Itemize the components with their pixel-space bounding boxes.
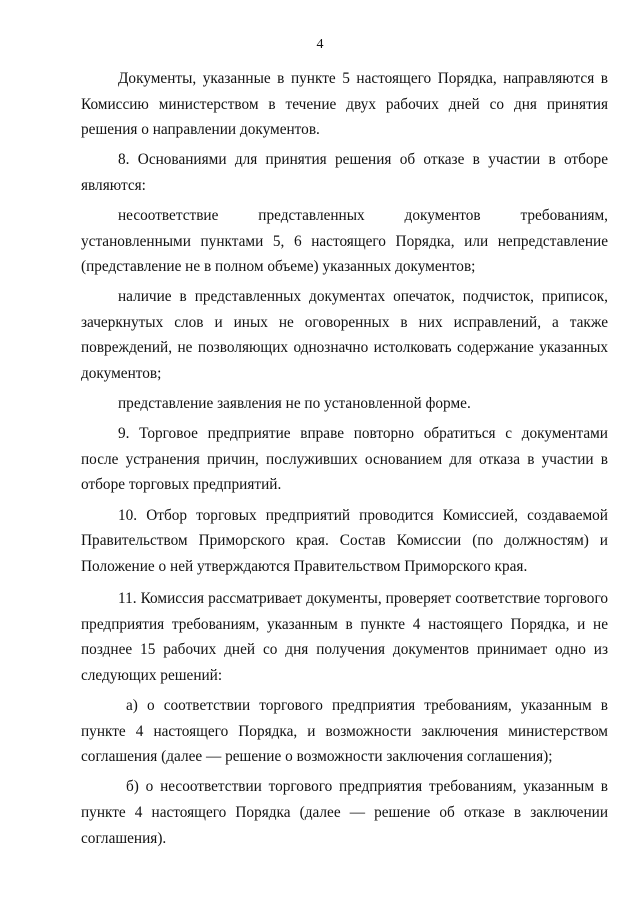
- document-body: [81, 66, 608, 851]
- paragraph-documents-sent: Документы, указанные в пункте 5 настоящего Порядка, направляются в Комиссию министерством в течение двух рабочих дней со дня принятия решения о направлении документов.: [81, 70, 608, 139]
- paragraph-9-reapply: 9. Торговое предприятие вправе повторно обратиться с документами после устранения причин, послуживших основанием для отказа в участии в отборе торговых предприятий.: [81, 425, 608, 494]
- decision-b-noncompliance: б) о несоответствии торгового предприятия требованиям, указанным в пункте 4 настоящего Порядка (далее — решение об отказе в заключении соглашения).: [81, 778, 608, 847]
- page-number: 4: [316, 37, 324, 52]
- list-item-noncompliance: несоответствие представленных документов требованиям, установленными пунктами 5, 6 настоящего Порядка, или непредставление (представление не в полном объеме) указанных документов;: [81, 206, 608, 276]
- paragraph-10-commission: 10. Отбор торговых предприятий проводится Комиссией, создаваемой Правительством Приморского края. Состав Комиссии (по должностям) и Положение о ней утверждаются Правительством Приморского края.: [81, 506, 608, 575]
- list-item-corrections: наличие в представленных документах опечаток, подчисток, приписок, зачеркнутых слов и иных не оговоренных в них исправлений, а также повреждений, не позволяющих однозначно истолковать содержание указанных документов;: [81, 288, 608, 383]
- paragraph-8-grounds: 8. Основаниями для принятия решения об отказе в участии в отборе являются:: [81, 151, 608, 194]
- paragraph-11-review: 11. Комиссия рассматривает документы, проверяет соответствие торгового предприятия требованиям, указанным в пункте 4 настоящего Порядка, и не позднее 15 рабочих дней со дня получения документов принимает одно из следующих решений:: [81, 590, 608, 685]
- decision-a-compliance: а) о соответствии торгового предприятия требованиям, указанным в пункте 4 настоящего Порядка, и возможности заключения министерством соглашения (далее — решение о возможности заключения соглашения);: [81, 697, 608, 766]
- list-item-wrong-form: представление заявления не по установленной форме.: [118, 395, 471, 413]
